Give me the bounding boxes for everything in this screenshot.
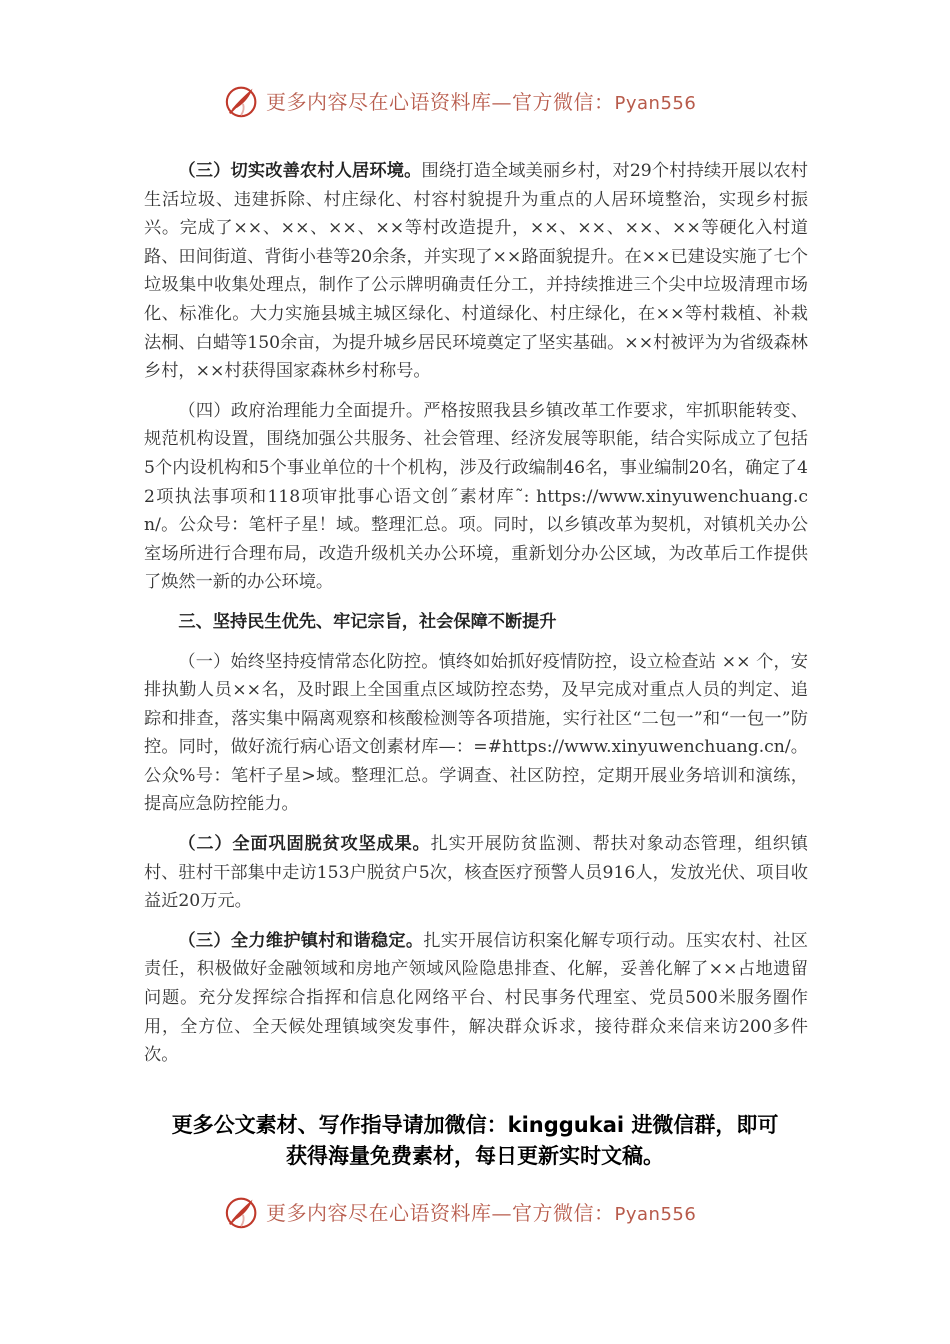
paragraph-heading: （四）政府治理能力全面提升。 bbox=[178, 400, 424, 421]
paragraph-heading: （三）全力维护镇村和谐稳定。 bbox=[178, 930, 424, 951]
quill-pen-logo-icon bbox=[224, 81, 262, 119]
document-body bbox=[144, 157, 808, 1081]
paragraph-poverty-alleviation bbox=[144, 830, 808, 916]
paragraph-epidemic-control bbox=[144, 648, 808, 820]
paragraph-heading: （一）始终坚持疫情常态化防控。 bbox=[178, 651, 439, 672]
paragraph-text: 扎实开展信访积案化解专项行动。压实农村、社区责任，积极做好金融领域和房地产领域风险隐患排查、化解，妥善化解了××占地遗留问题。充分发挥综合指挥和信息化网络平台、村民事务代理室、党员500米服务圈作用，全方位、全天候处理镇域突发事件，解决群众诉求，接待群众来信来访200多件次。 bbox=[144, 930, 808, 1066]
paragraph-governance bbox=[144, 397, 808, 597]
banner-wechat-id: Pyan556 bbox=[614, 1203, 697, 1225]
paragraph-text: 慎终如始抓好疫情防控，设立检查站 ×× 个，安排执勤人员××名，及时跟上全国重点区域防控态势，及早完成对重点人员的判定、追踪和排查，落实集中隔离观察和核酸检测等各项措施，实行社区“二包一”和“一包一”防控。同时，做好流行病心语文创素材库—：=#https://www.xinyuwenchuang.cn/。公众%号：笔杆子星>域。整理汇总。学调查、社区防控，定期开展业务培训和演练，提高应急防控能力。 bbox=[144, 651, 808, 815]
banner-text: 更多内容尽在心语资料库—官方微信：Pyan556 bbox=[266, 89, 697, 114]
paragraph-stability bbox=[144, 927, 808, 1070]
banner-wechat-id: Pyan556 bbox=[614, 92, 697, 114]
banner-text: 更多内容尽在心语资料库—官方微信：Pyan556 bbox=[266, 1200, 697, 1225]
promo-notice bbox=[130, 1110, 820, 1172]
header-banner bbox=[224, 80, 744, 120]
footer-banner bbox=[224, 1191, 744, 1231]
paragraph-text: 扎实开展防贫监测、帮扶对象动态管理，组织镇村、驻村干部集中走访153户脱贫户5次，核查医疗预警人员916人，发放光伏、项目收益近20万元。 bbox=[144, 834, 808, 912]
paragraph-heading: （三）切实改善农村人居环境。 bbox=[178, 161, 422, 181]
paragraph-text: 严格按照我县乡镇改革工作要求，牢抓职能转变、规范机构设置，围绕加强公共服务、社会管理、经济发展等职能，结合实际成立了包括5个内设机构和5个事业单位的十个机构，涉及行政编制46名，事业编制20名，确定了42项执法事项和118项审批事心语文创˝素材库˜: https://www.xinyuwenchuang.cn/。公众号：笔杆子星！域。整理汇总。项。同时，以乡镇改革为契机，对镇机关办公室场所进行合理布局，改造升级机关办公环境，重新划分办公区域，为改革后工作提供了焕然一新的办公环境。 bbox=[144, 400, 808, 593]
quill-pen-logo-icon bbox=[224, 1192, 262, 1230]
paragraph-text: 围绕打造全域美丽乡村，对29个村持续开展以农村生活垃圾、违建拆除、村庄绿化、村容村貌提升为重点的人居环境整治，实现乡村振兴。完成了××、××、××、××等村改造提升，××、××、××、××等硬化入村道路、田间街道、背街小巷等20余条，并实现了××路面貌提升。在××已建设实施了七个垃圾集中收集处理点，制作了公示牌明确责任分工，并持续推进三个尖中垃圾清理市场化、标准化。大力实施县城主城区绿化、村道绿化、村庄绿化，在××等村栽植、补栽法桐、白蜡等150余亩，为提升城乡居民环境奠定了坚实基础。××村被评为为省级森林乡村，××村获得国家森林乡村称号。 bbox=[144, 161, 808, 382]
section-heading: 三、坚持民生优先、牢记宗旨，社会保障不断提升 bbox=[178, 611, 557, 632]
paragraph-rural-environment bbox=[144, 157, 808, 386]
paragraph-heading: （二）全面巩固脱贫攻坚成果。 bbox=[178, 834, 431, 855]
promo-line-1: 更多公文素材、写作指导请加微信：kinggukai 进微信群，即可 bbox=[171, 1113, 779, 1137]
promo-line-2: 获得海量免费素材，每日更新实时文稿。 bbox=[286, 1144, 664, 1168]
